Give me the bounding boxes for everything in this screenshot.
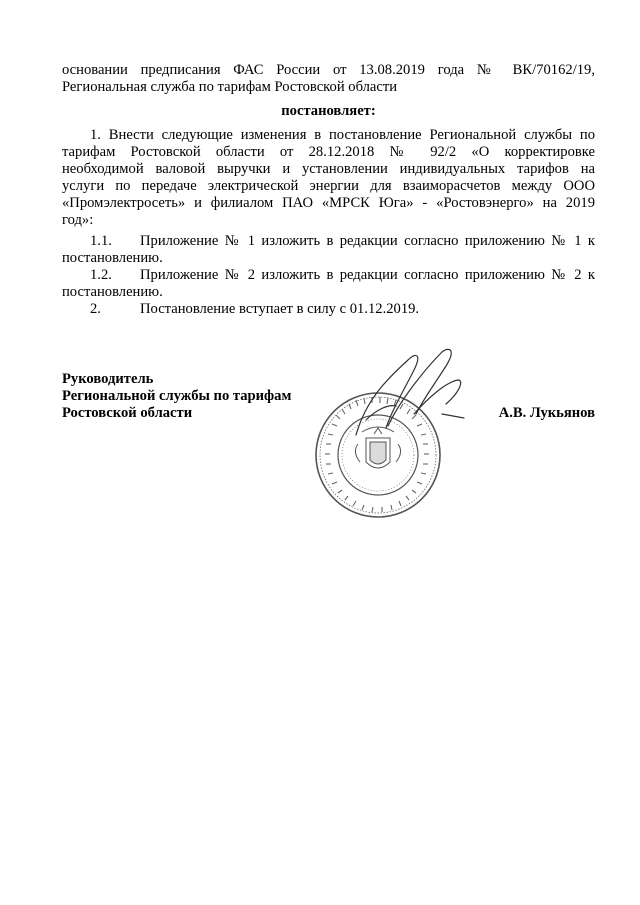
item1-line-5: «Промэлектросеть» и филиалом ПАО «МРСК Юга» - «Ростовэнерго» на 2019: [62, 195, 595, 211]
item2-number: 2.: [90, 301, 101, 317]
signatory-title-line-3: Ростовской области: [62, 405, 193, 421]
handwritten-signature: [356, 349, 464, 435]
item2-text: Постановление вступает в силу с 01.12.2019.: [140, 301, 420, 317]
signatory-name: А.В. Лукьянов: [498, 405, 595, 421]
official-seal-with-signature: [296, 340, 471, 535]
coat-of-arms-emblem: [355, 427, 400, 468]
item1-line-6: год»:: [62, 212, 94, 228]
item11-line-1: Приложение № 1 изложить в редакции согласно приложению № 1 к: [140, 233, 595, 249]
item12-number: 1.2.: [90, 267, 112, 283]
item1-line-2: тарифам Ростовской области от 28.12.2018 № 92/2 «О корректировке: [62, 144, 595, 160]
item1-line-1: 1. Внести следующие изменения в постановление Региональной службы по: [90, 127, 595, 143]
item11-line-2: постановлению.: [62, 250, 163, 266]
item11-number: 1.1.: [90, 233, 112, 249]
signatory-title-line-2: Региональной службы по тарифам: [62, 388, 292, 404]
item12-line-1: Приложение № 2 изложить в редакции согласно приложению № 2 к: [140, 267, 595, 283]
item1-line-4: услуги по передаче электрической энергии для взаиморасчетов между ООО: [62, 178, 595, 194]
intro-line-1: основании предписания ФАС России от 13.08.2019 года № ВК/70162/19,: [62, 62, 595, 78]
item12-line-2: постановлению.: [62, 284, 163, 300]
signatory-title-line-1: Руководитель: [62, 371, 154, 387]
decree-heading: постановляет:: [281, 103, 376, 119]
intro-line-2: Региональная служба по тарифам Ростовской области: [62, 79, 398, 95]
item1-line-3: необходимой валовой выручки и установлении индивидуальных тарифов на: [62, 161, 595, 177]
